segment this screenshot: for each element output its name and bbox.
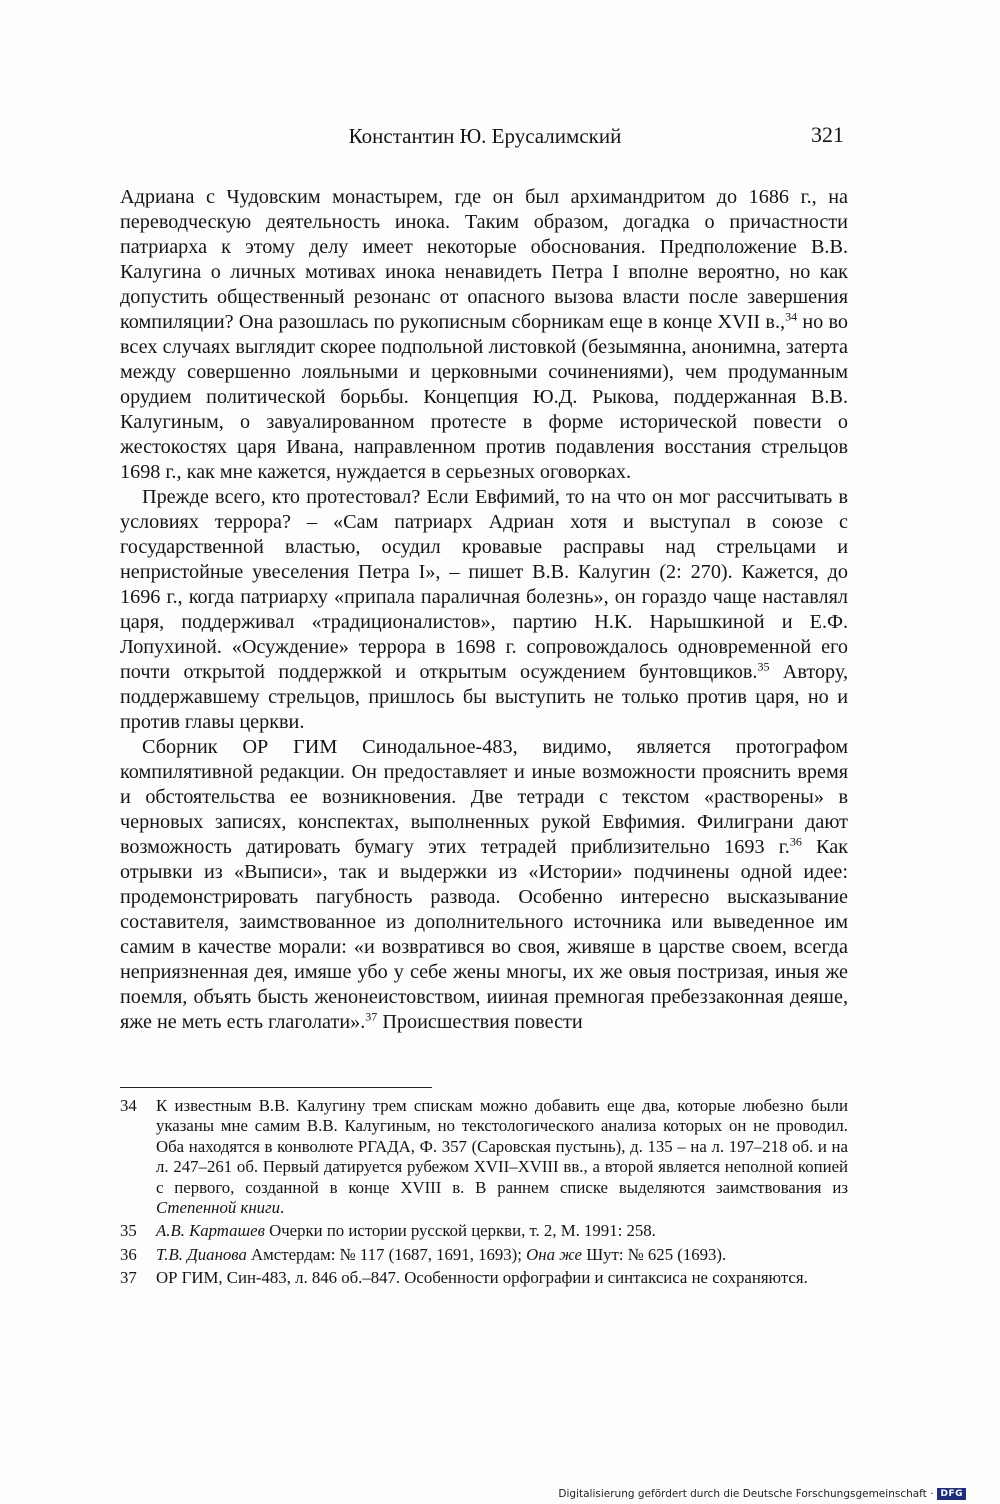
footnote-35 [120,1221,848,1241]
footnote-text [156,1245,848,1265]
footnote-34-italic: Степенной книги [156,1198,280,1218]
footnote-number: 37 [120,1268,137,1288]
paragraph-3-text-a: Сборник ОР ГИМ Синодальное-483, видимо, является протографом компилятивной редакции. Он предоставляет и иные возможности прояснить время и обстоятельства ее возникновения. Две тетради с текстом «растворены» в черновых записях, конспектах, выполненных рукой Евфимия. Филиграни дают возможность датировать бумагу этих тетрадей приблизительно 1693 г. [120,736,848,858]
footnote-34-tail: . [279,1198,285,1218]
footnote-text: ОР ГИМ, Син-483, л. 846 об.–847. Особенности орфографии и синтаксиса не сохраняются. [156,1268,808,1288]
footnote-text [156,1221,848,1241]
dfg-logo-icon: DFG [937,1488,966,1500]
paragraph-1-text-a: Адриана с Чудовским монастырем, где он был архимандритом до 1686 г., на переводческую деятельность инока. Таким образом, догадка о причастности патриарха к этому делу имеет некоторые обоснования. Предположение В.В. Калугина о личных мотивах инока ненавидеть Петра I вполне вероятно, но как допустить общественный резонанс от опасного вызова власти после завершения компиляции? Она разошлась по рукописным сборникам еще в конце XVII в., [120,186,848,333]
footnote-36 [120,1245,848,1265]
footnote-ref-37: 37 [365,1009,378,1024]
footnote-text [156,1096,848,1218]
footnote-number: 34 [120,1096,137,1115]
footnote-ref-36: 36 [789,834,802,849]
paragraph-2-text-a: Прежде всего, кто протестовал? Если Евфимий, то на что он мог рассчитывать в условиях террора? – «Сам патриарх Адриан хотя и выступал в союзе с государственной властью, осудил кровавые расправы над стрельцами и непристойные увеселения Петра I», – пишет В.В. Калугин (2: 270). Кажется, до 1696 г., когда патриарху «припала параличная болезнь», он гораздо чаще наставлял царя, поддерживал «традиционалистов», партию Н.К. Нарышкиной и Е.Ф. Лопухиной. «Осуждение» террора в 1698 г. сопровождалось одновременной его почти открытой поддержкой и открытым осуждением бунтовщиков. [120,486,848,683]
running-head: Константин Ю. Ерусалимский [348,124,622,148]
footnote-36-text-2: Шут: № 625 (1693). [582,1244,727,1264]
footnote-number: 35 [120,1221,137,1241]
footnotes [120,1096,848,1292]
paragraph-2 [120,485,848,735]
page-header [120,124,850,160]
footnote-34 [120,1096,848,1218]
footnote-ref-34: 34 [785,309,798,324]
paragraph-1-text-b: но во всех случаях выглядит скорее подпольной листовкой (безымянна, анонимна, затерта между совершенно лояльными и церковными сочинениями), чем продуманным орудием политической борьбы. Концепция Ю.Д. Рыкова, поддержанная В.В. Калугиным, о завуалированном протесте в форме исторической повести о жестокостях царя Ивана, направленном против подавления восстания стрельцов 1698 г., как мне кажется, нуждается в серьезных оговорках. [120,311,849,483]
paragraph-2-text-b: Автору, поддержавшему стрельцов, пришлось бы выступить не только против царя, но и против главы церкви. [120,661,848,733]
footnote-37 [120,1268,848,1288]
footnote-36-italic: Она же [526,1244,582,1264]
footnote-number: 36 [120,1244,137,1264]
footnote-36-author: Т.В. Дианова [156,1244,247,1264]
page-number: 321 [811,122,844,147]
digitization-credit [558,1488,966,1500]
paragraph-1 [120,185,848,485]
footnote-rule [120,1087,432,1088]
paragraph-3-text-c: Происшествия повести [377,1011,583,1033]
digitization-text: Digitalisierung gefördert durch die Deutsche Forschungsgemeinschaft · [558,1488,934,1500]
body-text [120,185,848,1035]
footnote-34-text: К известным В.В. Калугину трем спискам можно добавить еще два, которые любезно были указаны мне самим В.В. Калугиным, но текстологического анализа которых он не проводил. Оба находятся в конволюте РГАДА, Ф. 357 (Саровская пустынь), д. 135 – на л. 197–218 об. и на л. 247–261 об. Первый датируется рубежом XVII–XVIII вв., а второй является неполной копией с первого, созданной в конце XVIII в. В раннем списке выделяются заимствования из [156,1096,848,1197]
paragraph-3-text-b: Как отрывки из «Выписи», так и выдержки из «Истории» подчинены одной идее: продемонстрировать пагубность развода. Особенно интересно высказывание составителя, заимствованное из дополнительного источника или выведенное им самим в качестве морали: «и возвратився во своя, живяше в царстве своем, всегда неприязненная дея, имяше убо у себе жены многы, их же овыя постризая, иныя же поемля, объять бысть женонеистовством, иииная премногая пребеззаконная деяше, яже не меть есть глаголати». [120,836,848,1033]
footnote-35-author: А.В. Карташев [156,1221,265,1241]
footnote-35-text: Очерки по истории русской церкви, т. 2, М. 1991: 258. [264,1221,656,1241]
footnote-ref-35: 35 [757,659,770,674]
footnote-36-text: Амстердам: № 117 (1687, 1691, 1693); [246,1244,527,1264]
paragraph-3 [120,735,848,1035]
